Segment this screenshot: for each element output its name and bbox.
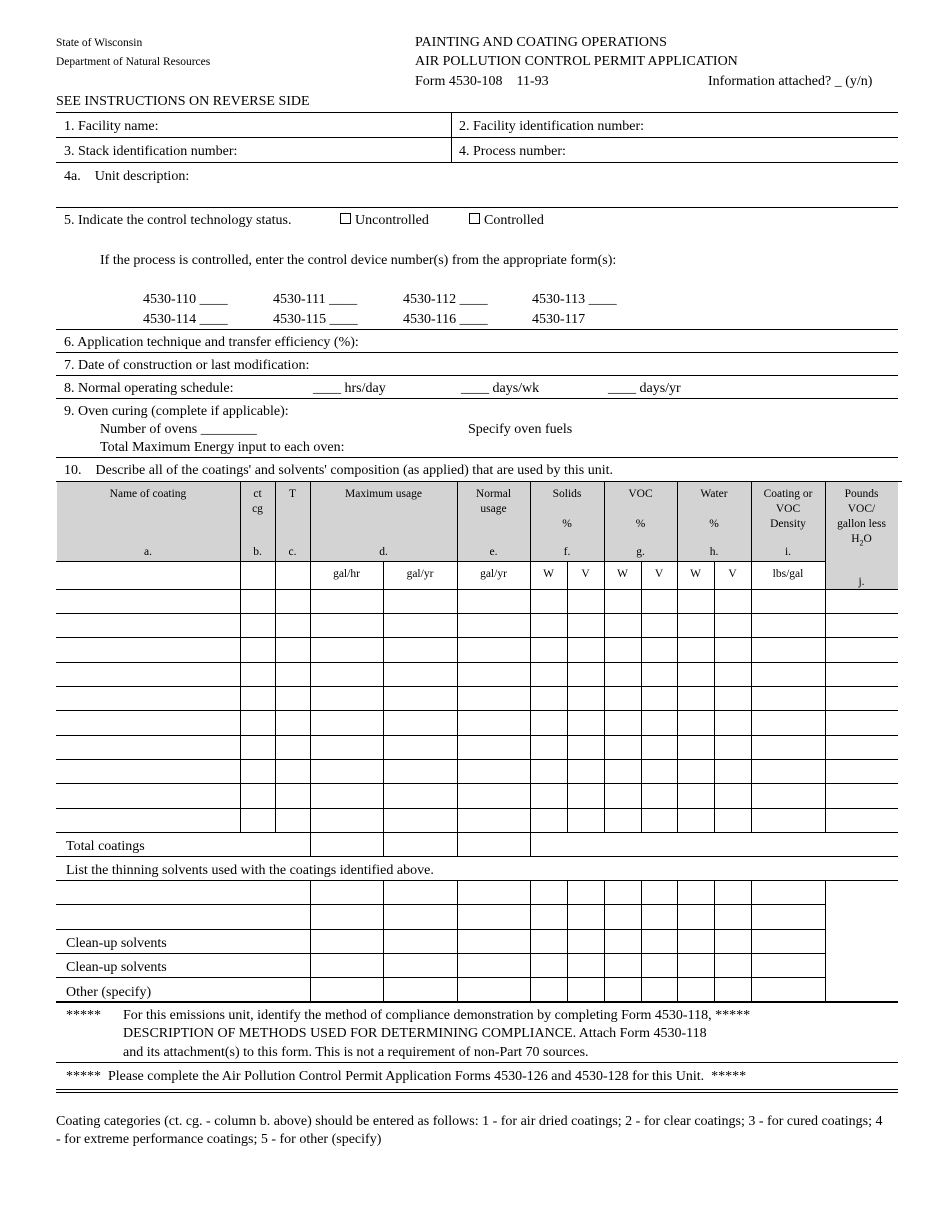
unit-gal-hr: gal/hr xyxy=(333,568,360,580)
complete-forms-note: ***** Please complete the Air Pollution Control Permit Application Forms 4530-126 and 4530-128 for this Unit. ***** xyxy=(66,1069,747,1084)
unit-lbs-gal: lbs/gal xyxy=(772,568,804,580)
letter-g: g. xyxy=(636,546,645,558)
col-type: T xyxy=(288,488,297,500)
compliance-note-line3: and its attachment(s) to this form. This is not a requirement of non-Part 70 sources. xyxy=(123,1045,589,1060)
state-label: State of Wisconsin xyxy=(56,37,143,49)
unit-description-field[interactable]: 4a. Unit description: xyxy=(64,169,190,184)
application-technique-field[interactable]: 6. Application technique and transfer efficiency (%): xyxy=(64,335,359,350)
compliance-note-line2: DESCRIPTION OF METHODS USED FOR DETERMINING COMPLIANCE. Attach Form 4530-118 xyxy=(123,1026,707,1041)
letter-b: b. xyxy=(253,546,262,558)
stars-marker: ***** xyxy=(66,1008,101,1023)
max-energy-field[interactable]: Total Maximum Energy input to each oven: xyxy=(100,440,345,455)
operating-schedule-label: 8. Normal operating schedule: xyxy=(64,381,234,396)
unit-solids-v: V xyxy=(581,568,590,580)
days-per-year-field[interactable]: ____ days/yr xyxy=(608,381,681,396)
total-coatings-label: Total coatings xyxy=(66,839,145,854)
form-4530-110-field[interactable]: 4530-110 ____ xyxy=(143,292,228,307)
oven-fuels-field[interactable]: Specify oven fuels xyxy=(468,422,573,437)
unit-voc-w: W xyxy=(617,568,628,580)
form-number: Form 4530-108 11-93 xyxy=(415,74,549,89)
composition-label: 10. Describe all of the coatings' and solvents' composition (as applied) that are used by this unit. xyxy=(64,463,613,478)
form-4530-113-field[interactable]: 4530-113 ____ xyxy=(532,292,617,307)
letter-j: j. xyxy=(858,576,865,588)
days-per-week-field[interactable]: ____ days/wk xyxy=(461,381,540,396)
instructions-note: SEE INSTRUCTIONS ON REVERSE SIDE xyxy=(56,94,310,109)
col-water: Water % xyxy=(700,488,728,530)
col-name-of-coating: Name of coating xyxy=(109,488,187,500)
number-of-ovens-field[interactable]: Number of ovens ________ xyxy=(100,422,257,437)
unit-normal-gal-yr: gal/yr xyxy=(480,568,507,580)
unit-water-w: W xyxy=(690,568,701,580)
compliance-note-line1: For this emissions unit, identify the method of compliance demonstration by completing Form 4530-118, ***** xyxy=(123,1008,751,1023)
form-4530-117-field[interactable]: 4530-117 xyxy=(532,312,586,327)
unit-solids-w: W xyxy=(543,568,554,580)
controlled-checkbox[interactable]: Controlled xyxy=(469,213,544,229)
department-label: Department of Natural Resources xyxy=(56,56,211,68)
form-title: PAINTING AND COATING OPERATIONS xyxy=(415,35,667,50)
form-4530-116-field[interactable]: 4530-116 ____ xyxy=(403,312,488,327)
col-normal-usage: Normal usage xyxy=(475,488,512,515)
checkbox-icon xyxy=(340,213,351,224)
controlled-note: If the process is controlled, enter the control device number(s) from the appropriate form(s): xyxy=(100,253,617,268)
form-subtitle: AIR POLLUTION CONTROL PERMIT APPLICATION xyxy=(415,54,738,69)
letter-f: f. xyxy=(563,546,571,558)
construction-date-field[interactable]: 7. Date of construction or last modification: xyxy=(64,358,310,373)
col-maximum-usage: Maximum usage xyxy=(345,488,422,500)
form-4530-115-field[interactable]: 4530-115 ____ xyxy=(273,312,358,327)
col-solids: Solids % xyxy=(552,488,582,530)
col-coating-density: Coating or VOC Density xyxy=(763,488,813,530)
letter-i: i. xyxy=(784,546,792,558)
letter-h: h. xyxy=(709,546,719,558)
form-4530-112-field[interactable]: 4530-112 ____ xyxy=(403,292,488,307)
unit-water-v: V xyxy=(728,568,737,580)
oven-curing-label: 9. Oven curing (complete if applicable): xyxy=(64,404,289,419)
info-attached-field[interactable]: Information attached? _ (y/n) xyxy=(708,74,873,89)
control-status-label: 5. Indicate the control technology status. xyxy=(64,213,292,228)
stack-id-field[interactable]: 3. Stack identification number: xyxy=(64,144,238,159)
uncontrolled-checkbox[interactable]: Uncontrolled xyxy=(340,213,429,229)
facility-name-field[interactable]: 1. Facility name: xyxy=(64,119,159,134)
letter-d: d. xyxy=(379,546,388,558)
unit-gal-yr: gal/yr xyxy=(406,568,434,580)
facility-id-field[interactable]: 2. Facility identification number: xyxy=(459,119,645,134)
unit-voc-v: V xyxy=(654,568,664,580)
letter-e: e. xyxy=(489,546,498,558)
form-4530-111-field[interactable]: 4530-111 ____ xyxy=(273,292,358,307)
letter-c: c. xyxy=(288,546,297,558)
other-specify-label: Other (specify) xyxy=(66,985,152,1000)
col-pounds-voc: Pounds VOC/ gallon less $H_2O$ xyxy=(837,488,886,548)
col-category: ct cg xyxy=(252,488,263,515)
coating-categories-note: Coating categories (ct. cg. - column b. above) should be entered as follows: 1 - for air dried coatings; 2 - for clear coatings; 3 - for cured coatings; 4 - for extreme performance coatings; 5 - for other (specify) xyxy=(56,1114,883,1147)
letter-a: a. xyxy=(144,546,152,558)
col-voc: VOC % xyxy=(628,488,653,530)
cleanup-solvents-label-1: Clean-up solvents xyxy=(66,936,167,951)
checkbox-icon xyxy=(469,213,480,224)
form-4530-114-field[interactable]: 4530-114 ____ xyxy=(143,312,228,327)
hrs-per-day-field[interactable]: ____ hrs/day xyxy=(313,381,386,396)
process-number-field[interactable]: 4. Process number: xyxy=(459,144,566,159)
cleanup-solvents-label-2: Clean-up solvents xyxy=(66,960,167,975)
thinning-solvents-label: List the thinning solvents used with the coatings identified above. xyxy=(66,863,434,878)
